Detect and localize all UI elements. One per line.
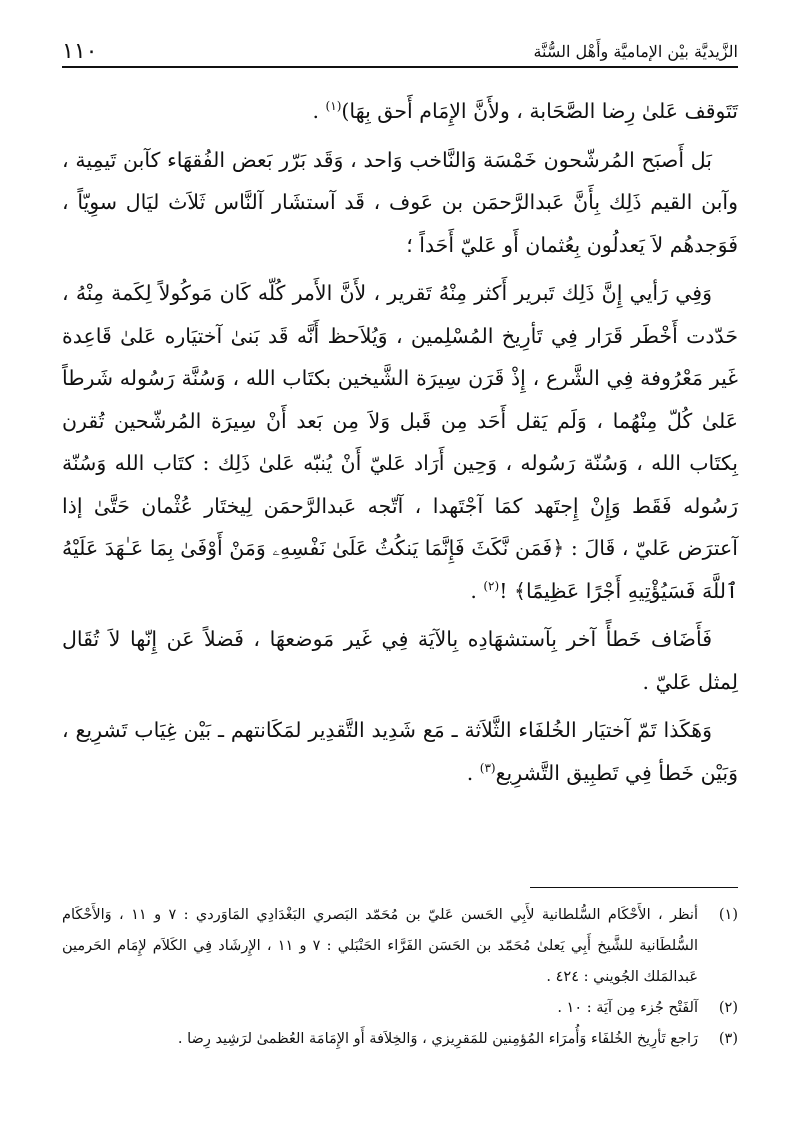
paragraph — [62, 90, 738, 133]
footnote-text: أنظر ، الأَحْكَام السُّلطانية لأَبِي الحَسن عَليّ بن مُحَمّد البَصري البَغْدَادِي المَاوَردي : ٧ و ١١ ، وَالأَحْكَام السُّلطَانية للشَّيخ أَبِي يَعلىٰ مُحَمّد بن الحَسَن الفَرَّاء الحَنْبَلي : ٧ و ١١ ، الإِرشَاد فِي الكَلاَم لإِمَام الحَرمين عَبدالمَلك الجُويني : ٤٢٤ . — [62, 907, 698, 985]
paragraph-tail: . — [466, 760, 480, 785]
footnote-number: (٣) — [718, 1031, 738, 1047]
paragraph-text: تَتَوقف عَلىٰ رِضا الصَّحَابة ، ولأَنَّ الإِمَام أَحق بِهَا) — [341, 99, 738, 123]
paragraph-tail: . — [470, 578, 484, 603]
footnote-reference: (١) — [325, 99, 342, 114]
footnote-divider — [530, 887, 738, 888]
running-title: الزَّيديَّة بيْن الإماميَّة وأَهْل السُّنَّة — [533, 42, 738, 61]
main-text — [62, 90, 738, 800]
footnotes — [62, 900, 738, 1055]
paragraph — [62, 139, 738, 267]
footnote-text: آلفَتْح جُزء مِن آيَة : ١٠ . — [557, 1000, 698, 1016]
footnote-number: (٢) — [718, 1000, 738, 1016]
footnote-text: رَاجع تَأرِيخ الخُلفَاء وَأُمرَاء المُؤمِنين للمَقرِيزي ، وَالخِلاَفة أَو الإِمَامَة العُظمىٰ لرَشِيد رِضا . — [177, 1031, 698, 1047]
footnote — [62, 900, 738, 993]
footnote-reference: (٣) — [479, 760, 496, 775]
paragraph-text: فَأَضَاف خَطأً آخر بِآستشهَادِه بِالآيَة فِي غَير مَوضعهَا ، فَضلاً عَن إِنّها لاَ تُقَال لِمثل عَليّ . — [62, 627, 738, 694]
paragraph-text: وَفِي رَأيي إِنَّ ذَلِك تَبرير أَكثر مِنْهُ تَقرير ، لأَنَّ الأَمر كُلّه كَان مَوكُولاً لِكَمة مِنْهُ ، حَدّدت أَخْطَر قَرَار فِي تَأرِيخ المُسْلِمين ، وَيُلاَحظ أَنَّه قَد بَنىٰ آختيَاره عَلىٰ قَاعِدة غَير مَعْرُوفة فِي الشَّرع ، إِذْ قَرَن سِيرَة الشَّيخين بكتَاب الله ، وَسُنَّة رَسُوله شَرطاً عَلىٰ كُلّ مِنْهُما ، وَلَم يَقل أَحَد مِن قَبل وَلاَ مِن بَعد أَنْ سِيرَة المُرشّحين تُقرن بِكتَاب الله ، وَسُنّة رَسُوله ، وَحِين أَرَاد عَليّ أَنْ يُنبّه عَلىٰ ذَلِك : كتَاب الله وَسُنّة رَسُوله فَقَط وَإِنْ إِجتَهد كمَا آجْتَهدا ، آتّجه عَبدالرَّحمَن لِيختَار عُثْمان حَتَّىٰ إذا آعترَض عَليّ ، قَالَ : ﴿فَمَن نَّكَثَ فَإِنَّمَا يَنكُثُ عَلَىٰ نَفْسِهِۦ وَمَنْ أَوْفَىٰ بِمَا عَـٰهَدَ عَلَيْهُ ٱللَّهَ فَسَيُؤْتِيهِ أَجْرًا عَظِيمًا﴾ ! — [62, 281, 738, 603]
paragraph — [62, 709, 738, 794]
footnote-number: (١) — [718, 907, 738, 923]
paragraph-tail: . — [312, 99, 326, 123]
paragraph-text: بَل أَصبَح المُرشّحون خَمْسَة وَالنَّاخب وَاحد ، وَقَد بَرّر بَعض الفُقهَاء كآبن تَيمِية ، وآبن القيم ذَلِك بِأَنَّ عَبدالرَّحمَن بن عَوف ، قَد آستشَار آلنَّاس ثَلاَث ليَال سوِيّاً ، فَوَجدهُم لاَ يَعدلُون بِعُثمان أَو عَليّ أَحَداً ؛ — [62, 147, 738, 257]
paragraph — [62, 618, 738, 703]
paragraph-text: وَهَكَذا تَمّ آختيَار الخُلفَاء الثَّلاَثة ـ مَع شَدِيد التَّقدِير لمَكَانتهم ـ بَيْن غِيَاب تَشرِيع ، وَبَيْن خَطأ فِي تَطبِيق التَّشرِيع — [62, 718, 738, 785]
footnote — [62, 993, 738, 1024]
paragraph — [62, 272, 738, 612]
running-header — [62, 40, 738, 66]
footnote — [62, 1024, 738, 1055]
header-divider — [62, 66, 738, 68]
footnote-reference: (٢) — [483, 578, 500, 593]
page-number: ١١٠ — [62, 39, 98, 64]
